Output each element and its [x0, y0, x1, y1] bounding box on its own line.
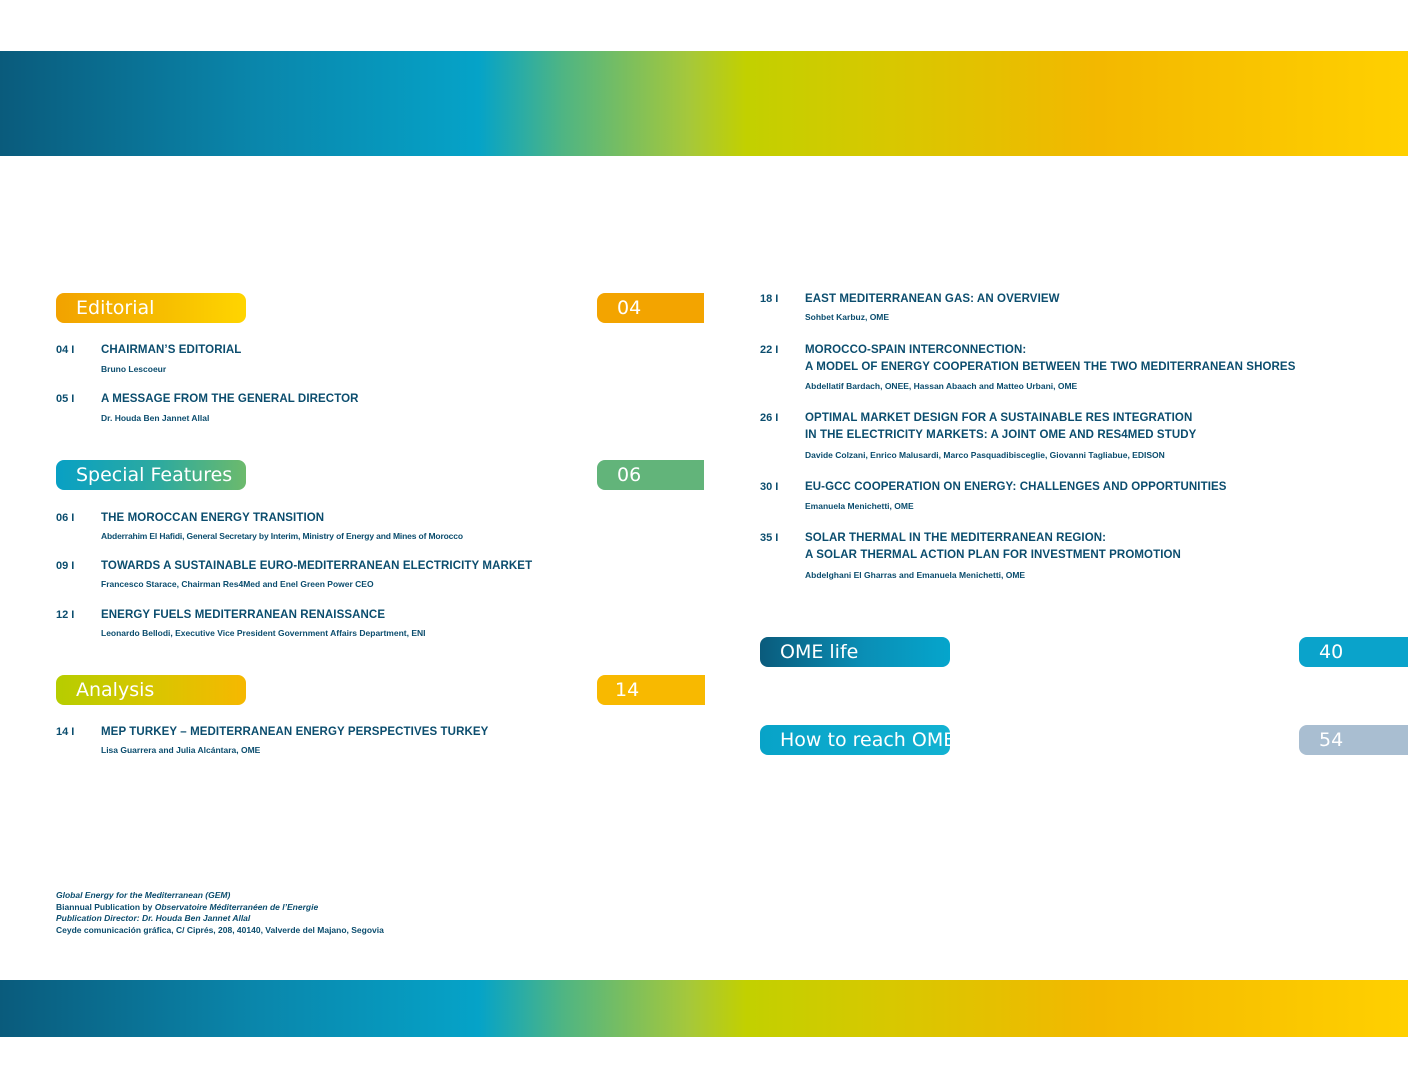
section-label: How to reach OME [780, 729, 956, 751]
section-editorial-page [597, 293, 704, 323]
publication-credits [56, 890, 384, 936]
section-editorial[interactable] [56, 293, 246, 323]
page-number: 04 [617, 297, 642, 319]
entry-page-number: 09 I [56, 560, 75, 572]
section-how-to-reach[interactable] [760, 725, 956, 755]
entry-author: Dr. Houda Ben Jannet Allal [101, 413, 210, 423]
entry-title: EAST MEDITERRANEAN GAS: AN OVERVIEW [805, 293, 1060, 305]
entry-title: CHAIRMAN’S EDITORIAL [101, 344, 242, 356]
toc-entry[interactable] [56, 344, 656, 374]
entry-page-number: 35 I [760, 532, 779, 544]
entry-page-number: 14 I [56, 726, 75, 738]
entry-author: Lisa Guarrera and Julia Alcántara, OME [101, 745, 261, 755]
section-special-features-page [597, 460, 704, 490]
toc-entry[interactable] [56, 609, 656, 639]
credit-line [56, 925, 384, 937]
entry-title: THE MOROCCAN ENERGY TRANSITION [101, 512, 325, 524]
toc-entry[interactable] [760, 293, 1360, 323]
entry-page-number: 06 I [56, 512, 75, 524]
toc-entry[interactable] [56, 393, 656, 423]
credit-director: Publication Director: Dr. Houda Ben Jannet Allal [56, 913, 251, 923]
credit-publisher: Observatoire Méditerranéen de l’Energie [154, 901, 319, 912]
section-label: Special Features [76, 464, 233, 486]
page-number: 06 [617, 464, 642, 486]
section-how-to-reach-page [1299, 725, 1408, 755]
entry-author: Abderrahim El Hafidi, General Secretary by Interim, Ministry of Energy and Mines of Morocco [101, 531, 463, 541]
section-ome-life-page [1299, 637, 1408, 667]
entry-title: TOWARDS A SUSTAINABLE EURO-MEDITERRANEAN ELECTRICITY MARKET [101, 560, 533, 572]
section-special-features[interactable] [56, 460, 246, 490]
section-label: OME life [780, 641, 859, 663]
page-number: 14 [615, 679, 640, 701]
entry-title: MEP TURKEY – MEDITERRANEAN ENERGY PERSPECTIVES TURKEY [101, 726, 489, 738]
toc-entry[interactable] [760, 344, 1380, 392]
page-number: 54 [1319, 729, 1344, 751]
entry-author: Bruno Lescoeur [101, 364, 167, 374]
toc-entry[interactable] [760, 481, 1380, 511]
section-label: Editorial [76, 297, 155, 319]
entry-author: Francesco Starace, Chairman Res4Med and Enel Green Power CEO [101, 579, 374, 589]
entry-title-line2: IN THE ELECTRICITY MARKETS: A JOINT OME AND RES4MED STUDY [805, 429, 1197, 441]
entry-title: ENERGY FUELS MEDITERRANEAN RENAISSANCE [101, 609, 386, 621]
entry-title: A MESSAGE FROM THE GENERAL DIRECTOR [101, 393, 359, 405]
entry-author: Abdellatif Bardach, ONEE, Hassan Abaach and Matteo Urbani, OME [805, 381, 1078, 391]
toc-entry[interactable] [760, 412, 1380, 460]
entry-title: OPTIMAL MARKET DESIGN FOR A SUSTAINABLE RES INTEGRATION [805, 412, 1193, 424]
page-number: 40 [1319, 641, 1344, 663]
credit-line [56, 913, 384, 925]
top-gradient-band [0, 51, 1408, 156]
entry-page-number: 18 I [760, 293, 779, 305]
entry-page-number: 26 I [760, 412, 779, 424]
entry-page-number: 05 I [56, 393, 75, 405]
bottom-gradient-band [0, 980, 1408, 1037]
credit-line [56, 902, 384, 914]
entry-author: Leonardo Bellodi, Executive Vice President Government Affairs Department, ENI [101, 628, 426, 638]
entry-author: Abdelghani El Gharras and Emanuela Menichetti, OME [805, 570, 1026, 580]
entry-author: Emanuela Menichetti, OME [805, 501, 914, 511]
section-analysis-page [597, 675, 705, 705]
credit-prefix: Biannual Publication by [56, 901, 155, 912]
section-analysis[interactable] [56, 675, 246, 705]
entry-page-number: 04 I [56, 344, 75, 356]
entry-title: EU-GCC COOPERATION ON ENERGY: CHALLENGES AND OPPORTUNITIES [805, 481, 1227, 493]
toc-entry[interactable] [760, 532, 1380, 580]
entry-title-line2: A SOLAR THERMAL ACTION PLAN FOR INVESTMENT PROMOTION [805, 549, 1181, 561]
toc-entry[interactable] [56, 560, 656, 590]
entry-title: SOLAR THERMAL IN THE MEDITERRANEAN REGION: [805, 532, 1107, 544]
credit-line [56, 890, 384, 902]
entry-title: MOROCCO-SPAIN INTERCONNECTION: [805, 344, 1027, 356]
section-label: Analysis [76, 679, 155, 701]
toc-entry[interactable] [56, 512, 656, 542]
entry-title-line2: A MODEL OF ENERGY COOPERATION BETWEEN THE TWO MEDITERRANEAN SHORES [805, 361, 1296, 373]
toc-entry[interactable] [56, 726, 656, 756]
entry-author: Sohbet Karbuz, OME [805, 312, 890, 322]
entry-page-number: 22 I [760, 344, 779, 356]
entry-page-number: 12 I [56, 609, 75, 621]
credit-title: Global Energy for the Mediterranean (GEM) [56, 890, 231, 900]
entry-page-number: 30 I [760, 481, 779, 493]
section-ome-life[interactable] [760, 637, 950, 667]
credit-printer: Ceyde comunicación gráfica, C/ Ciprés, 208, 40140, Valverde del Majano, Segovia [56, 924, 384, 935]
entry-author: Davide Colzani, Enrico Malusardi, Marco Pasquadibisceglie, Giovanni Tagliabue, EDISON [805, 450, 1165, 460]
